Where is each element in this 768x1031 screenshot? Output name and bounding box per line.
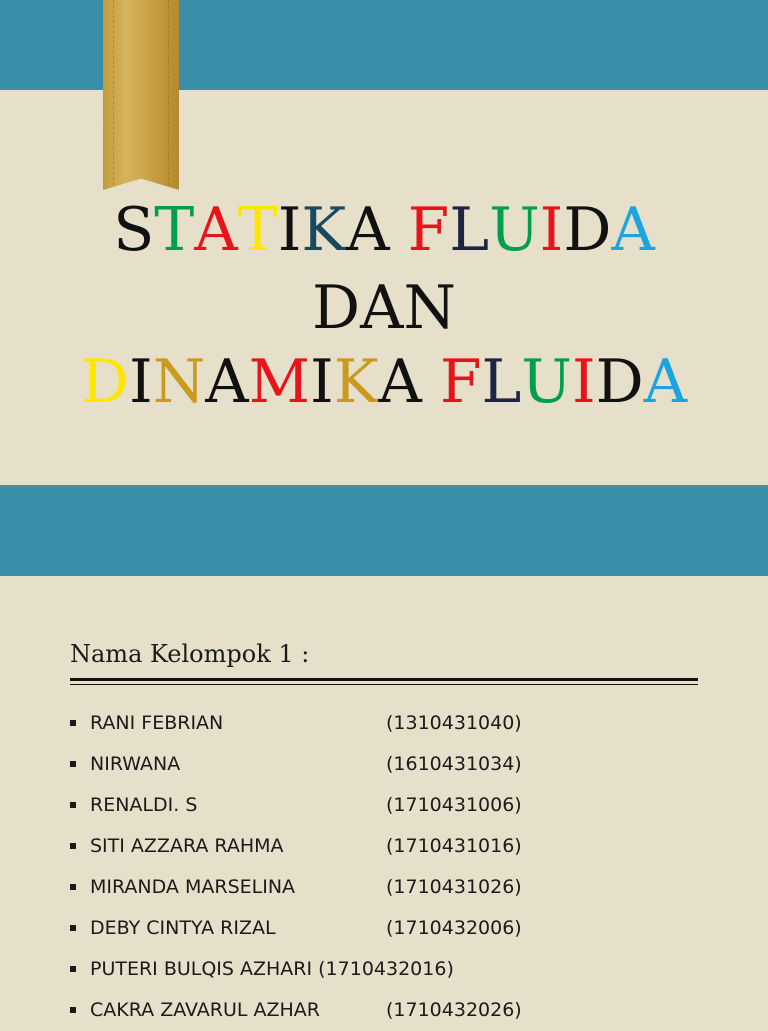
- heading-rule-thin: [70, 684, 698, 685]
- title-letter: K: [333, 347, 379, 417]
- title-letter: N: [152, 347, 206, 417]
- bookmark-ribbon: [103, 0, 179, 190]
- title-letter: A: [194, 195, 238, 265]
- member-id: (1710431016): [386, 835, 522, 857]
- title-letter: F: [407, 195, 450, 265]
- title-letter: I: [310, 347, 334, 417]
- member-name: MIRANDA MARSELINA: [90, 876, 296, 898]
- title-letter: U: [521, 347, 572, 417]
- title-letter: A: [378, 347, 422, 417]
- heading-rule-thick: [70, 678, 698, 681]
- member-row: [70, 826, 730, 867]
- member-name: NIRWANA: [90, 753, 181, 775]
- member-list: [70, 703, 730, 1031]
- member-id: (1710431026): [386, 876, 522, 898]
- member-id: (1710431006): [386, 794, 522, 816]
- member-name: RENALDI. S: [90, 794, 198, 816]
- title-letter: I: [539, 195, 564, 265]
- title-letter: S: [113, 195, 155, 265]
- member-name: DEBY CINTYA RIZAL: [90, 917, 276, 939]
- bullet-icon: [70, 761, 76, 767]
- bullet-icon: [70, 843, 76, 849]
- title-letter: D: [80, 347, 130, 417]
- member-row: [70, 949, 730, 990]
- title-line-2: [0, 273, 768, 343]
- title-line-3: [0, 347, 768, 417]
- title-letter: I: [277, 195, 302, 265]
- title-letter: DAN: [312, 273, 456, 343]
- bullet-icon: [70, 925, 76, 931]
- group-heading: Nama Kelompok 1 :: [70, 640, 310, 668]
- title-letter: K: [301, 195, 347, 265]
- member-id: (1710432006): [386, 917, 522, 939]
- member-row: [70, 703, 730, 744]
- member-name: SITI AZZARA RAHMA: [90, 835, 284, 857]
- member-row: [70, 867, 730, 908]
- member-row: [70, 785, 730, 826]
- member-name: RANI FEBRIAN: [90, 712, 224, 734]
- title-line-1: [0, 195, 768, 265]
- member-row: [70, 990, 730, 1031]
- title-letter: U: [489, 195, 540, 265]
- bullet-icon: [70, 1007, 76, 1013]
- title-letter: T: [154, 195, 195, 265]
- title-letter: A: [346, 195, 390, 265]
- bullet-icon: [70, 720, 76, 726]
- member-id: (1310431040): [386, 712, 522, 734]
- bullet-icon: [70, 884, 76, 890]
- title-letter: I: [571, 347, 596, 417]
- title-letter: T: [237, 195, 278, 265]
- middle-band: [0, 485, 768, 576]
- title-letter: M: [248, 347, 310, 417]
- title-letter: D: [563, 195, 612, 265]
- bullet-icon: [70, 966, 76, 972]
- title-letter: D: [595, 347, 644, 417]
- member-id: (1710432026): [386, 999, 522, 1021]
- title-letter: L: [481, 347, 522, 417]
- title-letter: A: [205, 347, 249, 417]
- title-letter: A: [611, 195, 655, 265]
- member-name: CAKRA ZAVARUL AZHAR: [90, 999, 321, 1021]
- member-row: [70, 744, 730, 785]
- member-row: [70, 908, 730, 949]
- title-letter: I: [129, 347, 153, 417]
- title-letter: A: [643, 347, 688, 417]
- bullet-icon: [70, 802, 76, 808]
- member-id: (1610431034): [386, 753, 522, 775]
- member-name: PUTERI BULQIS AZHARI (1710432016): [90, 958, 454, 980]
- title-letter: F: [439, 347, 482, 417]
- title-letter: L: [449, 195, 490, 265]
